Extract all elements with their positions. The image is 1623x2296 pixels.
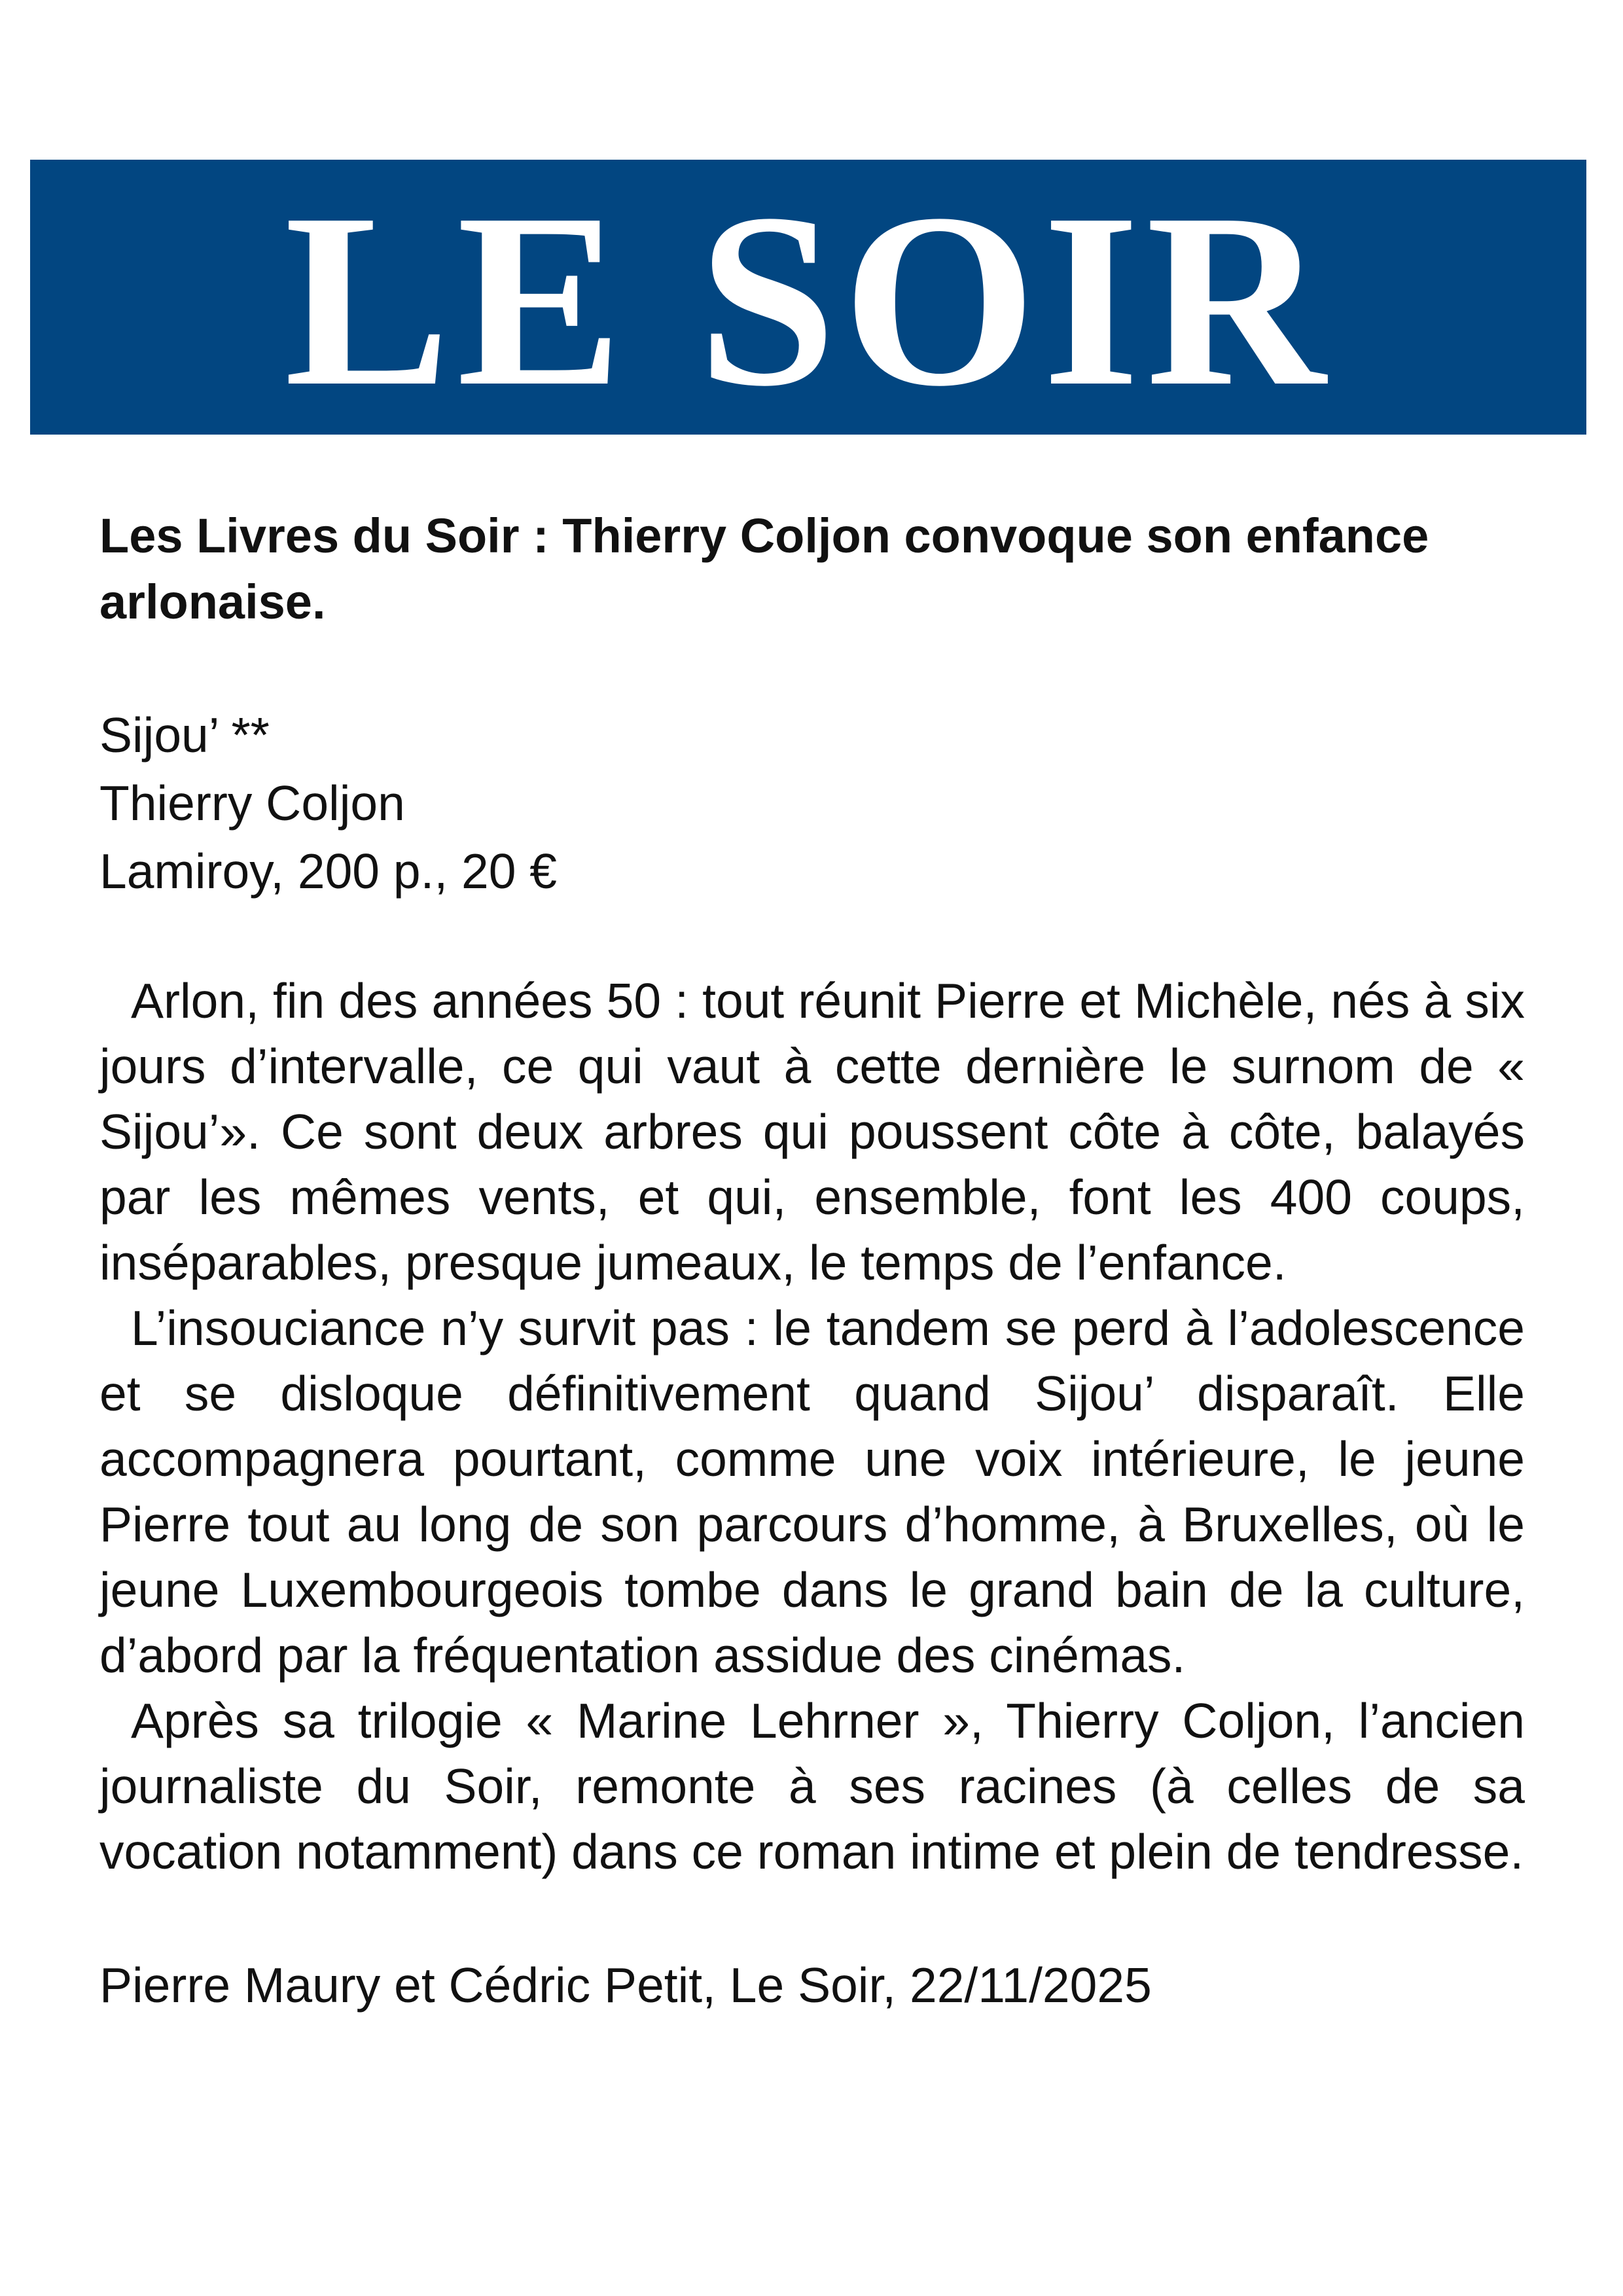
masthead-banner [30,160,1586,438]
article-paragraph: L’insouciance n’y survit pas : le tandem se perd à l’adolescence et se disloque définitivement quand Sijou’ disparaît. Elle accompagnera pourtant, comme une voix intérieure, le jeune Pierre tout au long de son parcours d’homme, à Bruxelles, où le jeune Luxembourgeois tombe dans le grand bain de la culture, d’abord par la fréquentation assidue des cinémas. [99,1300,1525,1683]
article-paragraph: Arlon, fin des années 50 : tout réunit Pierre et Michèle, nés à six jours d’intervalle, ce qui vaut à cette dernière le surnom de « Sijou’». Ce sont deux arbres qui poussent côte à côte, balayés par les mêmes vents, et qui, ensemble, font les 400 coups, inséparables, presque jumeaux, le temps de l’enfance. [99,973,1525,1290]
book-title-rating: Sijou’ ** [99,708,270,762]
book-info [99,701,1525,905]
article-byline: Pierre Maury et Cédric Petit, Le Soir, 22/11/2025 [99,1958,1152,2013]
book-publisher-details: Lamiroy, 200 p., 20 € [99,844,558,899]
article [99,503,1525,2018]
le-soir-logo: LE SOIR [284,162,1332,438]
book-author: Thierry Coljon [99,776,405,831]
article-paragraph: Après sa trilogie « Marine Lehrner », Thierry Coljon, l’ancien journaliste du Soir, remonte à ses racines (à celles de sa vocation notamment) dans ce roman intime et plein de tendresse. [99,1693,1525,1879]
article-body [99,968,1525,1884]
article-headline: Les Livres du Soir : Thierry Coljon convoque son enfance arlonaise. [99,509,1429,629]
